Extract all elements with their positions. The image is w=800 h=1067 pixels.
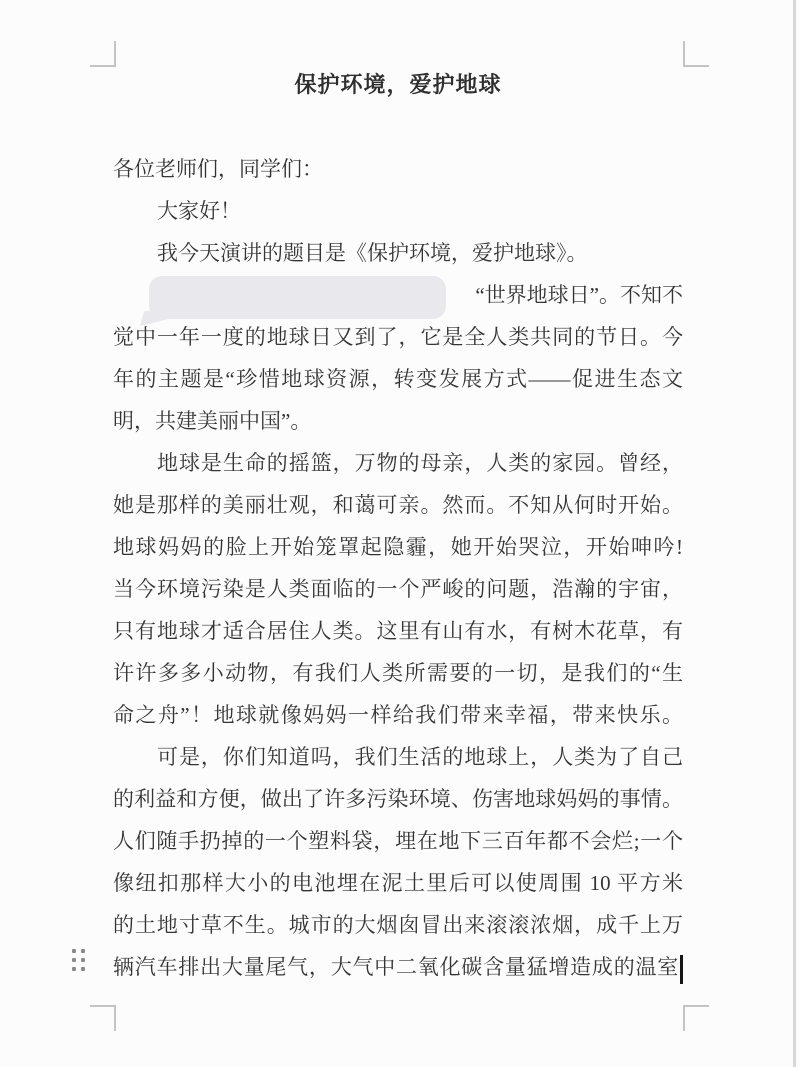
drag-handle-dot — [81, 967, 85, 971]
doc-line-10[interactable]: 地球妈妈的脸上开始笼罩起隐霾，她开始哭泣，开始呻吟! — [113, 535, 683, 559]
doc-line-7[interactable]: 明，共建美丽中国”。 — [113, 409, 312, 433]
drag-handle-dot — [72, 967, 76, 971]
doc-line-15[interactable]: 可是，你们知道吗，我们生活的地球上，人类为了自己 — [157, 745, 683, 769]
doc-line-1[interactable]: 各位老师们，同学们： — [113, 157, 323, 181]
doc-line-20[interactable] — [113, 946, 683, 988]
drag-handle-dot — [72, 949, 76, 953]
doc-line-16[interactable]: 的利益和方便，做出了许多污染环境、伤害地球妈妈的事情。 — [113, 787, 683, 811]
page-edge-line — [793, 0, 796, 1067]
margin-mark-bottom-right-icon — [683, 1005, 709, 1031]
doc-line-6[interactable]: 年的主题是“珍惜地球资源，转变发展方式——促进生态文 — [113, 367, 683, 391]
drag-handle-dot — [81, 949, 85, 953]
doc-line-20-text: 辆汽车排出大量尾气，大气中二氧化碳含量猛增造成的温室 — [113, 955, 679, 979]
doc-line-12[interactable]: 只有地球才适合居住人类。这里有山有水，有树木花草，有 — [113, 619, 683, 643]
drag-handle-dot — [72, 958, 76, 962]
doc-line-5[interactable]: 觉中一年一度的地球日又到了，它是全人类共同的节日。今 — [113, 325, 683, 349]
doc-line-3[interactable]: 我今天演讲的题目是《保护环境，爱护地球》。 — [157, 241, 588, 265]
drag-handle-dot — [81, 958, 85, 962]
doc-line-4[interactable]: “世界地球日”。不知不 — [475, 283, 683, 307]
doc-line-9[interactable]: 她是那样的美丽壮观，和蔼可亲。然而。不知从何时开始。 — [113, 493, 683, 517]
drag-handle-icon[interactable] — [72, 949, 85, 971]
doc-line-19[interactable]: 的土地寸草不生。城市的大烟囱冒出来滚滚浓烟，成千上万 — [113, 913, 683, 937]
doc-line-14[interactable]: 命之舟”！地球就像妈妈一样给我们带来幸福，带来快乐。 — [113, 703, 683, 727]
doc-line-2[interactable]: 大家好！ — [157, 199, 241, 223]
doc-line-17[interactable]: 人们随手扔掉的一个塑料袋，埋在地下三百年都不会烂;一个 — [113, 829, 683, 853]
margin-mark-top-right-icon — [683, 41, 709, 67]
doc-line-13[interactable]: 许许多多小动物，有我们人类所需要的一切，是我们的“生 — [113, 661, 683, 685]
doc-line-11[interactable]: 当今环境污染是人类面临的一个严峻的问题，浩瀚的宇宙， — [113, 577, 683, 601]
document-title[interactable]: 保护环境，爱护地球 — [294, 72, 502, 97]
margin-mark-top-left-icon — [90, 41, 116, 67]
doc-line-18[interactable]: 像纽扣那样大小的电池埋在泥土里后可以使周围 10 平方米 — [113, 871, 683, 895]
margin-mark-bottom-left-icon — [90, 1005, 116, 1031]
text-cursor — [680, 955, 683, 984]
doc-line-8[interactable]: 地球是生命的摇篮，万物的母亲，人类的家园。曾经， — [157, 451, 683, 475]
document-body[interactable] — [113, 148, 683, 988]
